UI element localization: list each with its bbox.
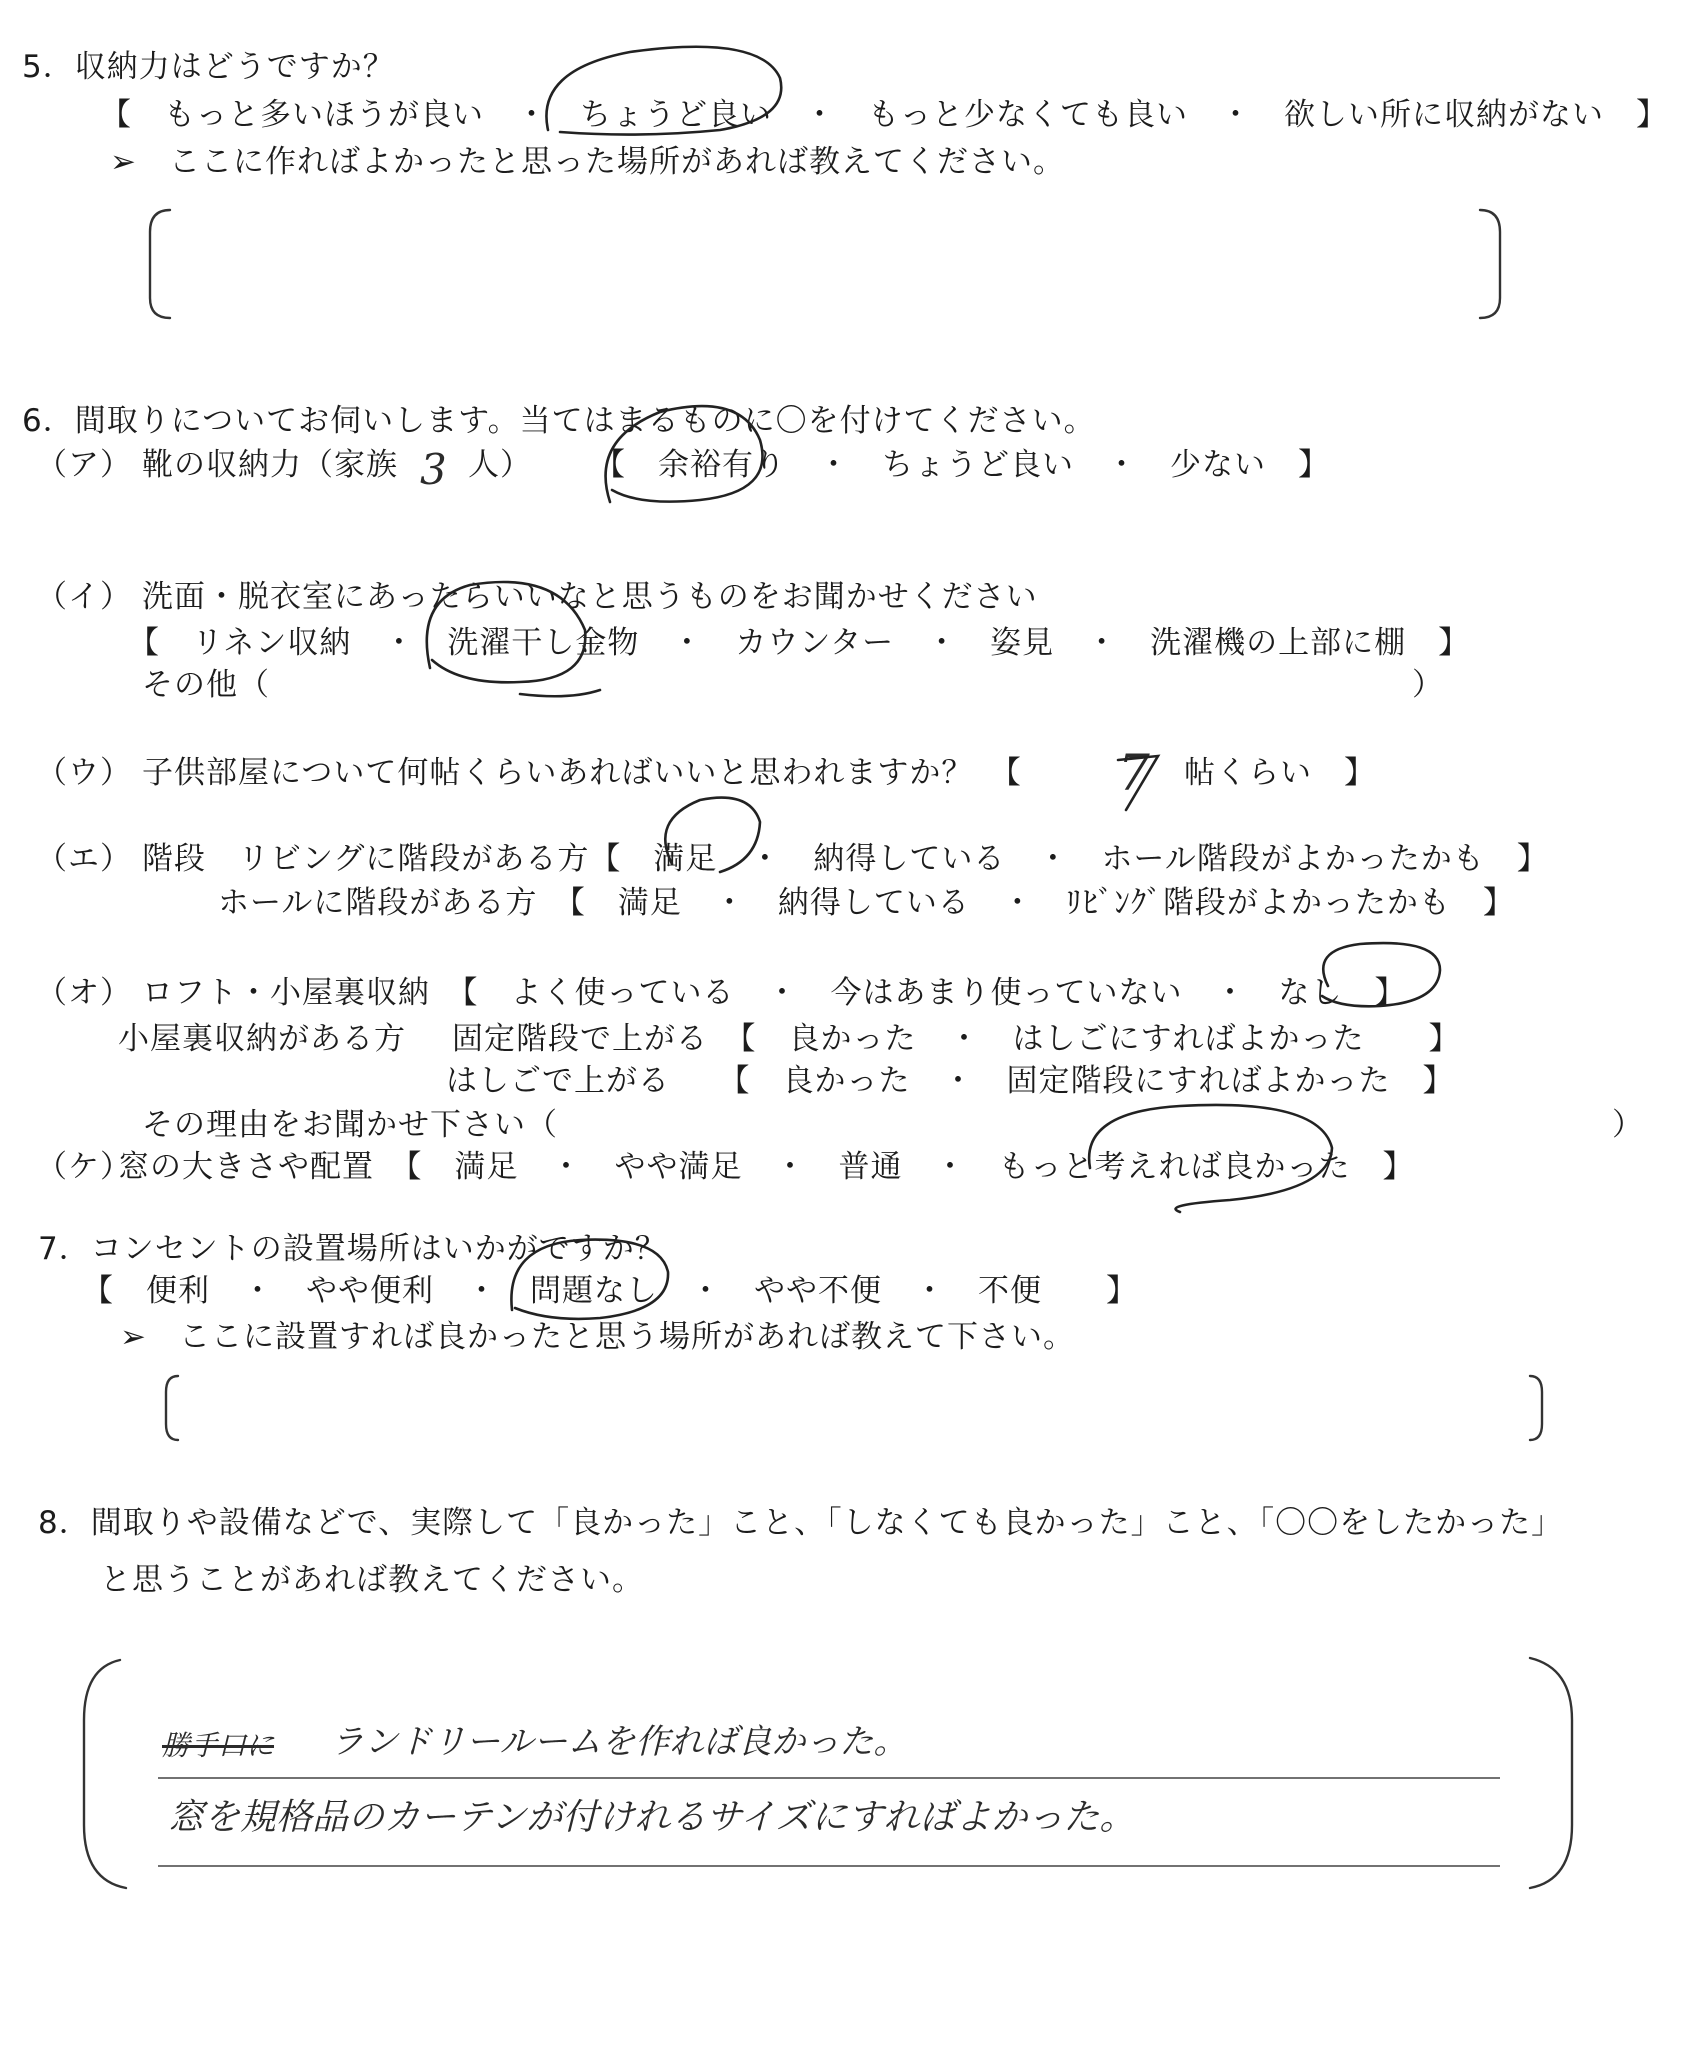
q6u-label: （ウ） (36, 755, 132, 791)
q6i-other-close: ） (1412, 667, 1444, 703)
q6i-question: 洗面・脱衣室にあったらいいなと思うものをお聞かせください (142, 579, 1038, 615)
q6a-family-count[interactable]: 3 (420, 445, 447, 494)
q6u-answer[interactable]: 7 (1118, 744, 1150, 802)
q5-answer-field[interactable] (150, 208, 1500, 318)
q5-prompt: ➢ ここに作ればよかったと思った場所があれば教えてください。 (110, 144, 1065, 180)
q6e-label: （エ） (36, 841, 132, 877)
q6-title: 6．間取りについてお伺いします。当てはまるものに〇を付けてください。 (22, 403, 1096, 439)
q6o-sub1: 固定階段で上がる 【 良かった ・ はしごにすればよかった 】 (452, 1021, 1461, 1057)
q6a-question-post: 人） (468, 447, 532, 483)
q6i-circle-tail (520, 690, 600, 696)
q6a-options: 【 余裕有り ・ ちょうど良い ・ 少ない 】 (594, 447, 1330, 483)
q7-bracket-left (166, 1376, 178, 1440)
q8-answer-line1[interactable]: ランドリールームを作れば良かった。 (330, 1722, 908, 1762)
q5-options: 【 もっと多いほうが良い ・ ちょうど良い ・ もっと少なくても良い ・ 欲しい所に収納がない 】 (100, 97, 1668, 133)
q6o-reason-close: ） (1612, 1107, 1644, 1143)
q6i-options: 【 リネン収納 ・ 洗濯干し金物 ・ カウンター ・ 姿見 ・ 洗濯機の上部に棚 】 (128, 625, 1471, 661)
q6u-suffix: 帖くらい 】 (1184, 755, 1376, 791)
q7-title: 7．コンセントの設置場所はいかがですか？ (38, 1231, 667, 1267)
q6i-other-label: その他（ (142, 667, 270, 703)
q6a-label: （ア） (36, 447, 132, 483)
q7-bracket-right (1530, 1376, 1542, 1440)
q6o-sub-label: 小屋裏収納がある方 (118, 1021, 406, 1057)
q6e-question: 階段 リビングに階段がある方【 満足 ・ 納得している ・ ホール階段がよかったかも 】 (142, 841, 1549, 877)
q6u-question: 子供部屋について何帖くらいあればいいと思われますか？ 【 (142, 755, 1022, 791)
q6ke-question: 窓の大きさや配置 【 満足 ・ やや満足 ・ 普通 ・ もっと考えれば良かった 】 (118, 1149, 1415, 1185)
q5-title: 5．収納力はどうですか？ (22, 49, 395, 85)
q6ke-label: （ケ） (36, 1149, 132, 1185)
q6o-question: ロフト・小屋裏収納 【 よく使っている ・ 今はあまり使っていない ・ なし 】 (142, 975, 1407, 1011)
q8-bracket-right (1530, 1658, 1572, 1888)
q6a-question-pre: 靴の収納力（家族 (142, 447, 398, 483)
q8-title-line1: 8．間取りや設備などで、実際して「良かった」こと、「しなくても良かった」こと、「〇〇をしたかった」 (38, 1505, 1564, 1541)
q6o-label: （オ） (36, 975, 132, 1011)
q6o-reason: その理由をお聞かせ下さい（ (142, 1107, 558, 1143)
q7-answer-field[interactable] (178, 1370, 1528, 1440)
q6o-sub2: はしごで上がる 【 良かった ・ 固定階段にすればよかった 】 (446, 1063, 1455, 1099)
q7-prompt: ➢ ここに設置すれば良かったと思う場所があれば教えて下さい。 (120, 1319, 1075, 1355)
q6i-label: （イ） (36, 579, 132, 615)
q7-options: 【 便利 ・ やや便利 ・ 問題なし ・ やや不便 ・ 不便 】 (82, 1273, 1138, 1309)
q8-bracket-left (84, 1660, 126, 1888)
q8-struck-text: 勝手口に (162, 1729, 275, 1762)
q6e-question2: ホールに階段がある方 【 満足 ・ 納得している ・ ﾘﾋﾞﾝｸﾞ階段がよかったかも 】 (218, 885, 1515, 921)
q8-answer-line2[interactable]: 窓を規格品のカーテンが付けれるサイズにすればよかった。 (168, 1797, 1136, 1838)
q8-title-line2: と思うことがあれば教えてください。 (100, 1562, 644, 1598)
